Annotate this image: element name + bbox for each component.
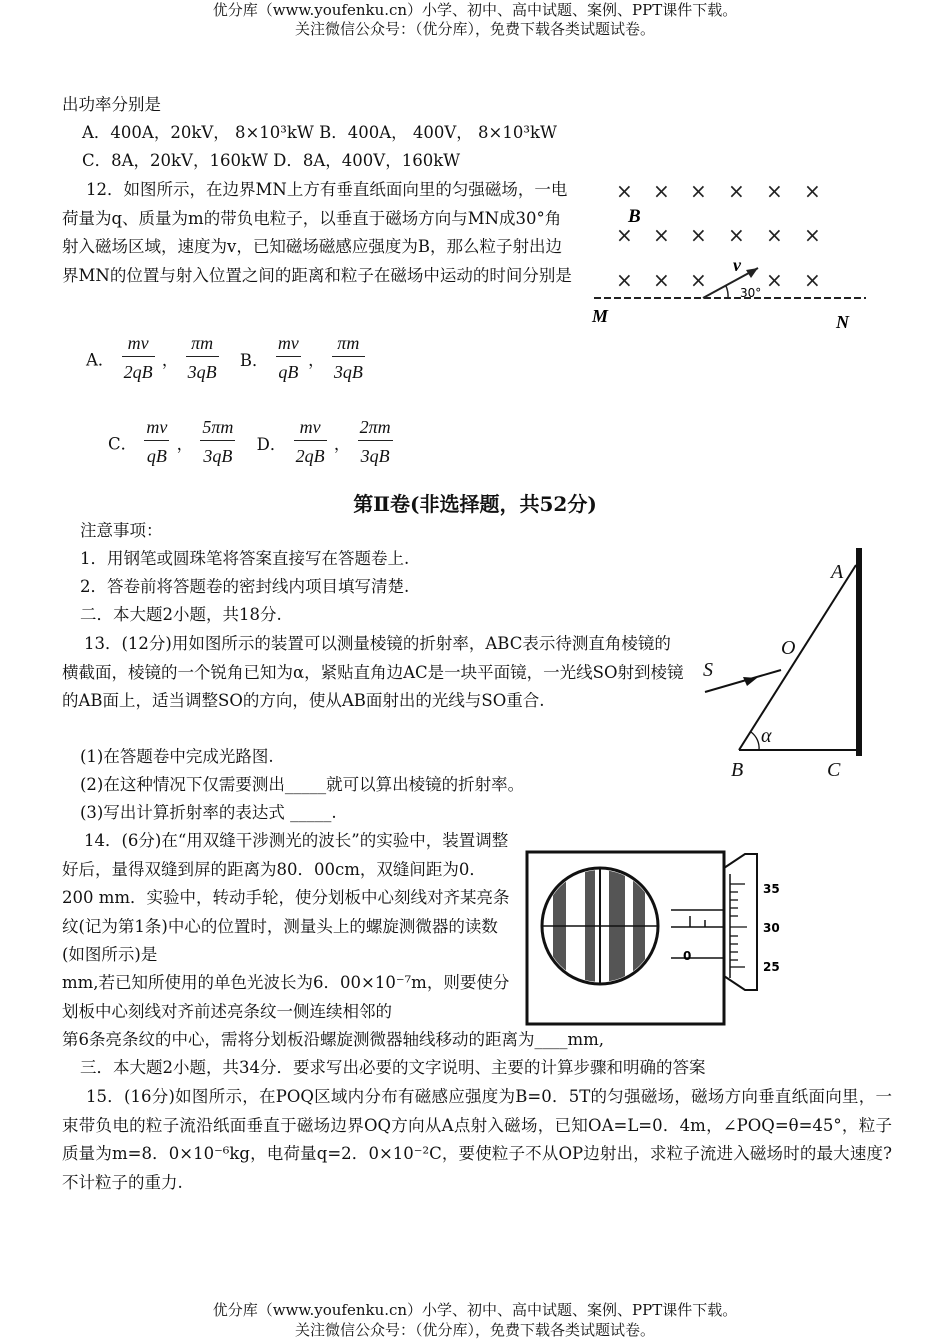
section-3-heading: 三．本大题2小题，共34分．要求写出必要的文字说明、主要的计算步骤和明确的答案	[80, 1058, 706, 1077]
part2-title: 第Ⅱ卷(非选择题，共52分)	[353, 492, 597, 516]
q15-stem: 15．(16分)如图所示，在POQ区域内分布有磁感应强度为B=0．5T的匀强磁场，磁场方向垂直纸面向里，一束带负电的粒子流沿纸面垂直于磁场边界OQ方向从A点射入磁场，已知OA=L=0．4m，∠POQ=θ=45°，粒子质量为m=8．0×10⁻⁶kg，电荷量q=2．0×10⁻²C，要使粒子不从OP边射出，求粒子流进入磁场时的最大速度?不计粒子的重力.	[62, 1087, 892, 1192]
label-M: M	[592, 306, 609, 326]
field-x-mark: ×	[804, 223, 821, 247]
label-angle: 30°	[740, 286, 762, 300]
incident-ray-SO	[705, 670, 781, 692]
q12-options-ab: A． $\frac{mv}{2qB}$ ， $\frac{\pi m}{3qB}$ B． $\frac{mv}{qB}$ ， $\frac{\pi m}{3qB}$	[86, 330, 367, 387]
thimble-30: 30	[763, 921, 780, 935]
field-x-mark: ×	[690, 179, 707, 203]
thimble-35: 35	[763, 882, 780, 896]
option-a-label: A．	[86, 350, 115, 370]
field-x-mark: ×	[804, 268, 821, 292]
section-2-heading: 二．本大题2小题，共18分.	[80, 605, 282, 624]
notice-item-2: 2．答卷前将答题卷的密封线内项目填写清楚.	[80, 577, 410, 596]
alpha-arc	[751, 732, 759, 750]
label-S: S	[703, 659, 713, 681]
field-x-mark: ×	[616, 268, 633, 292]
q11-options-cd: C．8A，20kV，160kW D．8A，400V，160kW	[82, 151, 461, 170]
header-line-1: 优分库（www.youfenku.cn）小学、初中、高中试题、案例、PPT课件下载。	[212, 1, 738, 19]
label-B: B	[731, 759, 744, 781]
fraction: $\frac{2\pi m}{3qB}$	[358, 414, 393, 471]
label-C: C	[827, 759, 841, 781]
q13-sub-1: (1)在答题卷中完成光路图.	[80, 747, 274, 766]
prism-figure	[695, 540, 875, 785]
label-alpha: α	[761, 725, 772, 747]
micrometer-figure	[525, 850, 800, 1030]
option-c-label: C．	[108, 434, 138, 454]
field-x-mark: ×	[653, 223, 670, 247]
field-x-mark: ×	[616, 223, 633, 247]
field-x-mark: ×	[728, 179, 745, 203]
fraction: $\frac{mv}{2qB}$	[122, 330, 155, 387]
footer-line-2: 关注微信公众号：（优分库），免费下载各类试题试卷。	[294, 1321, 655, 1339]
notice-item-1: 1．用钢笔或圆珠笔将答案直接写在答题卷上.	[80, 549, 410, 568]
q12-options-cd: C． $\frac{mv}{qB}$ ， $\frac{5\pi m}{3qB}$ D． $\frac{mv}{2qB}$ ， $\frac{2\pi m}{3qB}$	[108, 414, 395, 471]
option-d-label: D．	[256, 434, 287, 454]
sleeve-zero: 0	[683, 949, 692, 963]
field-x-mark: ×	[728, 223, 745, 247]
field-x-mark: ×	[690, 268, 707, 292]
field-x-mark: ×	[766, 268, 783, 292]
field-x-mark: ×	[804, 179, 821, 203]
header-line-2: 关注微信公众号：（优分库），免费下载各类试题试卷。	[294, 20, 655, 38]
field-x-mark: ×	[766, 223, 783, 247]
notice-heading: 注意事项：	[80, 521, 163, 540]
q14-stem-2: mm,若已知所使用的单色光波长为6．00×10⁻⁷m，则要使分划板中心刻线对齐前述亮条纹一侧连续相邻的	[62, 973, 510, 1021]
q14-stem: 14．(6分)在“用双缝干涉测光的波长”的实验中，装置调整好后，量得双缝到屏的距离为80．00cm，双缝间距为0．200 mm．实验中，转动手轮，使分划板中心刻线对齐某亮条纹(记为第1条)中心的位置时，测量头上的螺旋测微器的读数(如图所示)是	[62, 831, 510, 964]
field-x-mark: ×	[690, 223, 707, 247]
fraction: $\frac{\pi m}{3qB}$	[186, 330, 219, 387]
q13-stem: 13．(12分)用如图所示的装置可以测量棱镜的折射率，ABC表示待测直角棱镜的横截面，棱镜的一个锐角已知为α，紧贴直角边AC是一块平面镜，一光线SO射到棱镜的AB面上，适当调整SO的方向，使从AB面射出的光线与SO重合.	[62, 634, 684, 710]
magnetic-field-figure	[588, 176, 873, 336]
q13-sub-3: (3)写出计算折射率的表达式 _____.	[80, 803, 337, 822]
q11-tail: 出功率分别是	[62, 95, 161, 114]
field-x-mark: ×	[766, 179, 783, 203]
label-O: O	[781, 637, 796, 659]
q11-options-ab: A．400A，20kV， 8×10³kW B．400A， 400V， 8×10³kW	[82, 123, 557, 142]
thimble-edge	[724, 854, 757, 990]
q14-stem-3: 第6条亮条纹的中心，需将分划板沿螺旋测微器轴线移动的距离为____mm,	[62, 1030, 605, 1049]
option-b-label: B．	[239, 350, 269, 370]
thimble-25: 25	[763, 960, 780, 974]
field-x-mark: ×	[653, 268, 670, 292]
fraction: $\frac{5\pi m}{3qB}$	[200, 414, 235, 471]
label-B: B	[628, 206, 641, 227]
q13-sub-2: (2)在这种情况下仅需要测出_____就可以算出棱镜的折射率。	[80, 775, 525, 794]
prism-edge-AB	[739, 565, 856, 750]
label-N: N	[836, 312, 849, 332]
thimble-ticks	[730, 884, 747, 967]
fraction: $\frac{\pi m}{3qB}$	[332, 330, 365, 387]
q12-stem: 12．如图所示，在边界MN上方有垂直纸面向里的匀强磁场，一电荷量为q、质量为m的带负电粒子，以垂直于磁场方向与MN成30°角射入磁场区域，速度为v，已知磁场磁感应强度为B，那么粒子射出边界MN的位置与射入位置之间的距离和粒子在磁场中运动的时间分别是	[62, 180, 572, 285]
field-x-mark: ×	[653, 179, 670, 203]
fraction: $\frac{mv}{2qB}$	[294, 414, 327, 471]
field-x-mark: ×	[616, 179, 633, 203]
label-A: A	[831, 561, 844, 583]
footer-line-1: 优分库（www.youfenku.cn）小学、初中、高中试题、案例、PPT课件下载。	[212, 1301, 738, 1319]
angle-arc	[726, 286, 728, 298]
fraction: $\frac{mv}{qB}$	[144, 414, 169, 471]
ray-arrowhead	[743, 677, 757, 686]
fraction: $\frac{mv}{qB}$	[276, 330, 301, 387]
label-v: v	[733, 255, 741, 275]
